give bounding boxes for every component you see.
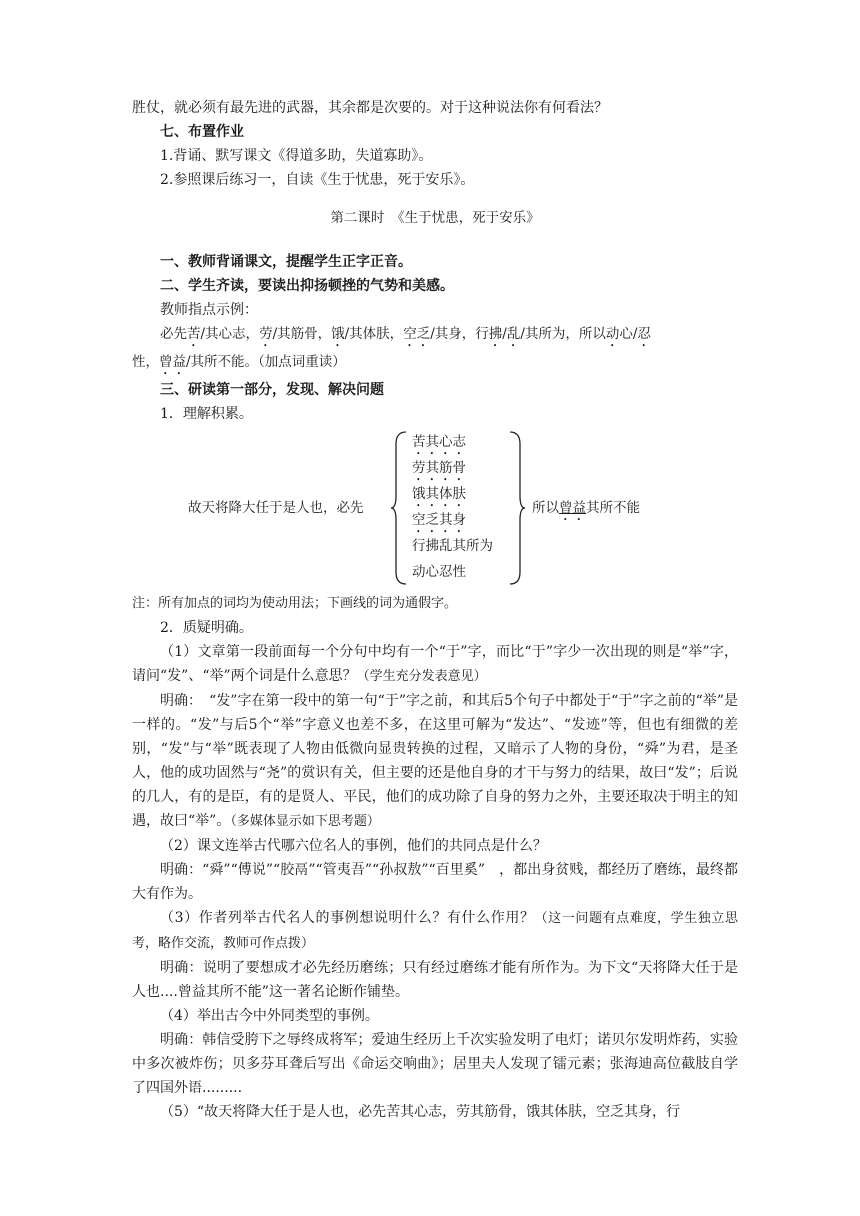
answer: 明确： “发”字在第一段中的第一句“于”字之前，和其后5个句子中都处于“于”字之前的“举”是一样的。“发”与后5个“举”字意义也差不多，在这里可解为“发达”、“发迹”等，但也有细微的差别，“发”与“举”既表现了人物由低微向显贵转换的过程，又暗示了人物的身份，“舜”为君，是圣人，他的成功固然与“尧”的赏识有关，但主要的还是他自身的才干与努力的结果，故曰“发”；后说的几人，有的是臣，有的是贤人、平民，他们的成功除了自身的努力之外，主要还取决于明主的知遇，故曰“举”。（多媒体显示如下思考题） [132, 693, 738, 829]
diagram-note: 注：所有加点的词均为使动用法；下画线的词为通假字。 [132, 596, 458, 611]
diagram-item: 动心忍性 [412, 564, 466, 580]
document-page [132, 96, 738, 1124]
question: （2）课文连举古代哪六位名人的事例，他们的共同点是什么？ [160, 838, 547, 854]
text-line: 教师指点示例： [160, 302, 258, 318]
section-heading: 七、布置作业 [160, 124, 244, 140]
right-brace [508, 430, 526, 586]
homework-item: 1.背诵、默写课文《得道多助，失道寡助》。 [160, 148, 433, 164]
reading-example: 必先苦/其心志，劳/其筋骨，饿/其体肤，空乏/其身，行拂/乱/其所为，所以动心/忍 [160, 326, 651, 342]
lesson-title: 第二课时 《生于忧患，死于安乐》 [330, 210, 540, 226]
reading-example: 性，曾益/其所不能。（加点词重读） [132, 354, 346, 370]
question: （1）文章第一段前面每一个分句中均有一个“于”字，而比“于”字少一次出现的则是“举”字，请问“发”、“举”两个词是什么意思？（学生充分发表意见） [132, 644, 738, 684]
diagram-left-text: 故天将降大任于是人也，必先 [188, 500, 364, 516]
text-line: 2．质疑明确。 [160, 620, 253, 636]
answer: 明确：说明了要想成才必先经历磨练；只有经过磨练才能有所作为。为下文“天将降大任于是人也....曾益其所不能”这一著名论断作铺垫。 [132, 960, 738, 1000]
section-heading: 二、学生齐读，要读出抑扬顿挫的气势和美感。 [160, 278, 454, 294]
section-heading: 三、研读第一部分，发现、解决问题 [160, 382, 384, 398]
answer: 明确：韩信受胯下之辱终成将军；爱迪生经历上千次实验发明了电灯；诺贝尔发明炸药，实验中多次被炸伤；贝多芬耳聋后写出《命运交响曲》；居里夫人发现了镭元素；张海迪高位截肢自学了四国外语......... [132, 1032, 738, 1096]
diagram-item: 空乏其身 [412, 512, 466, 528]
question: （4）举出古今中外同类型的事例。 [160, 1008, 379, 1024]
homework-item: 2.参照课后练习一，自读《生于忧患，死于安乐》。 [160, 172, 475, 188]
diagram-right-text: 所以曾益其所不能 [532, 500, 640, 516]
structure-diagram [132, 430, 738, 586]
diagram-item: 劳其筋骨 [412, 460, 466, 476]
left-brace [390, 430, 408, 586]
diagram-item: 行拂乱其所为 [412, 538, 493, 554]
diagram-item: 苦其心志 [412, 434, 466, 450]
question: （5）“故天将降大任于是人也，必先苦其心志，劳其筋骨，饿其体肤，空乏其身，行 [160, 1104, 681, 1120]
question: （3）作者列举古代名人的事例想说明什么？有什么作用？（这一问题有点难度，学生独立思考，略作交流，教师可作点拨） [132, 910, 738, 951]
answer: 明确：“舜”“傅说”“胶鬲”“管夷吾”“孙叔敖”“百里奚” ，都出身贫贱，都经历了磨练，最终都大有作为。 [132, 862, 738, 902]
text-line: 1．理解积累。 [160, 406, 253, 422]
text-line: 胜仗，就必须有最先进的武器，其余都是次要的。对于这种说法你有何看法？ [132, 100, 608, 116]
section-heading: 一、教师背诵课文，提醒学生正字正音。 [160, 254, 412, 270]
diagram-item: 饿其体肤 [412, 486, 466, 502]
